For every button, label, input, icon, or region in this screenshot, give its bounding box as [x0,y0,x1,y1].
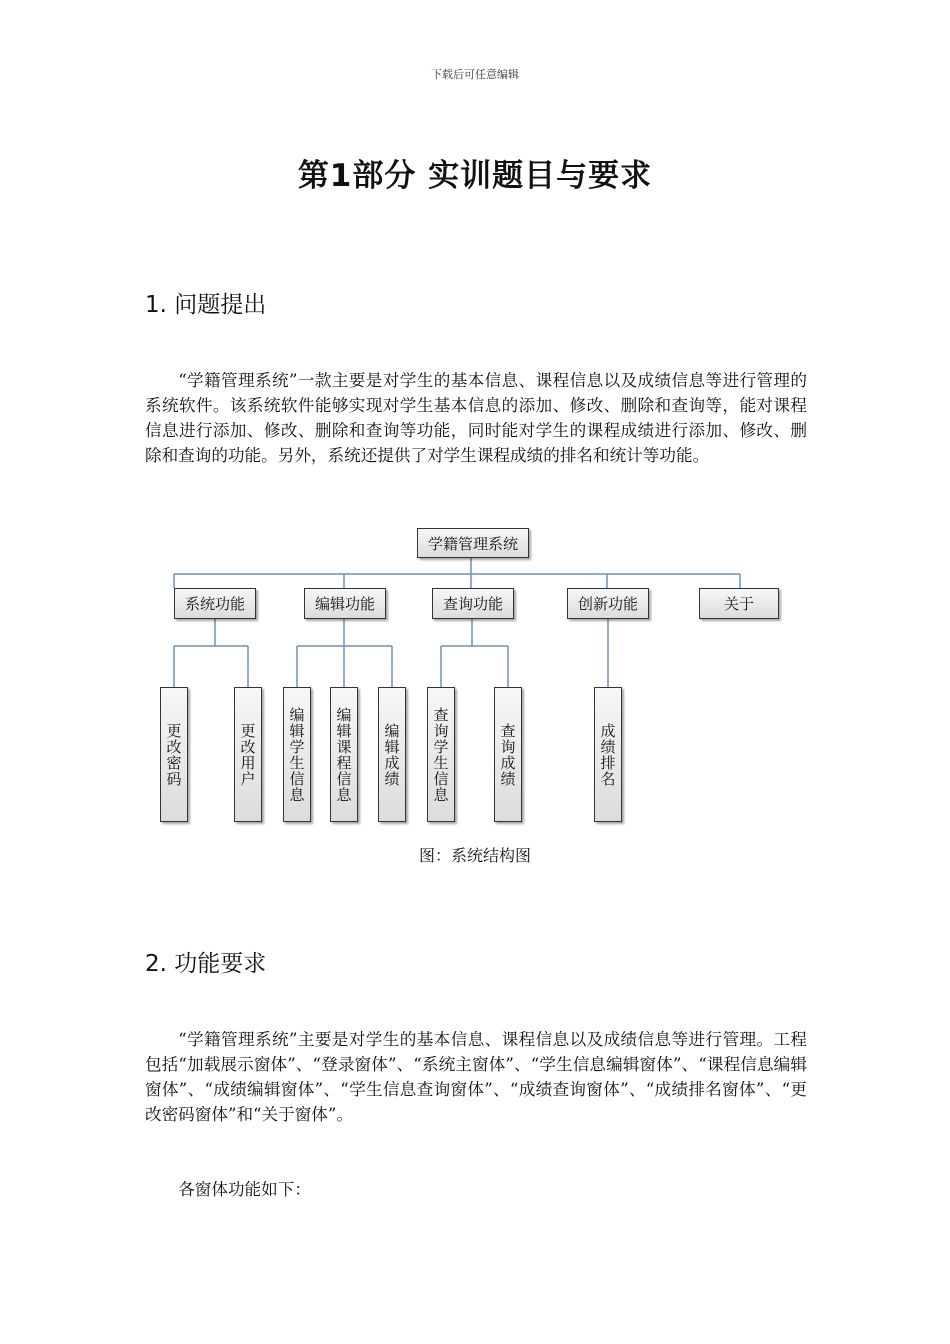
section-1-paragraph: “学籍管理系统”一款主要是对学生的基本信息、课程信息以及成绩信息等进行管理的系统软件。该系统软件能够实现对学生基本信息的添加、修改、删除和查询等，能对课程信息进行添加、修改、删除和查询等功能，同时能对学生的课程成绩进行添加、修改、删除和查询的功能。另外，系统还提供了对学生课程成绩的排名和统计等功能。 [145,371,807,465]
leaf-change-password: 更改密码 [160,687,188,822]
system-structure-diagram [145,520,807,830]
node-edit-functions: 编辑功能 [304,588,386,619]
section-2-paragraph: “学籍管理系统”主要是对学生的基本信息、课程信息以及成绩信息等进行管理。工程包括“加载展示窗体”、“登录窗体”、“系统主窗体”、“学生信息编辑窗体”、“课程信息编辑窗体”、“成绩编辑窗体”、“学生信息查询窗体”、“成绩查询窗体”、“成绩排名窗体”、“更改密码窗体”和“关于窗体”。 [145,1030,807,1124]
leaf-grade-ranking: 成绩排名 [594,687,622,822]
leaf-change-user: 更改用户 [234,687,262,822]
section-2-paragraph-2: 各窗体功能如下： [178,1180,311,1199]
node-root: 学籍管理系统 [417,528,529,558]
node-system-functions: 系统功能 [174,588,256,619]
node-innovation-functions: 创新功能 [567,588,649,619]
node-about: 关于 [699,588,779,619]
leaf-query-student-info: 查询学生信息 [427,687,455,822]
diagram-caption: 图：系统结构图 [418,846,531,865]
page-title: 第1部分 实训题目与要求 [297,158,653,194]
section-2-heading: 2. 功能要求 [145,951,267,977]
leaf-edit-grades: 编辑成绩 [378,687,406,822]
leaf-query-grades: 查询成绩 [494,687,522,822]
leaf-edit-course-info: 编辑课程信息 [330,687,358,822]
node-query-functions: 查询功能 [432,588,514,619]
header-note: 下载后可任意编辑 [431,68,519,81]
section-1-heading: 1. 问题提出 [145,292,267,318]
leaf-edit-student-info: 编辑学生信息 [283,687,311,822]
